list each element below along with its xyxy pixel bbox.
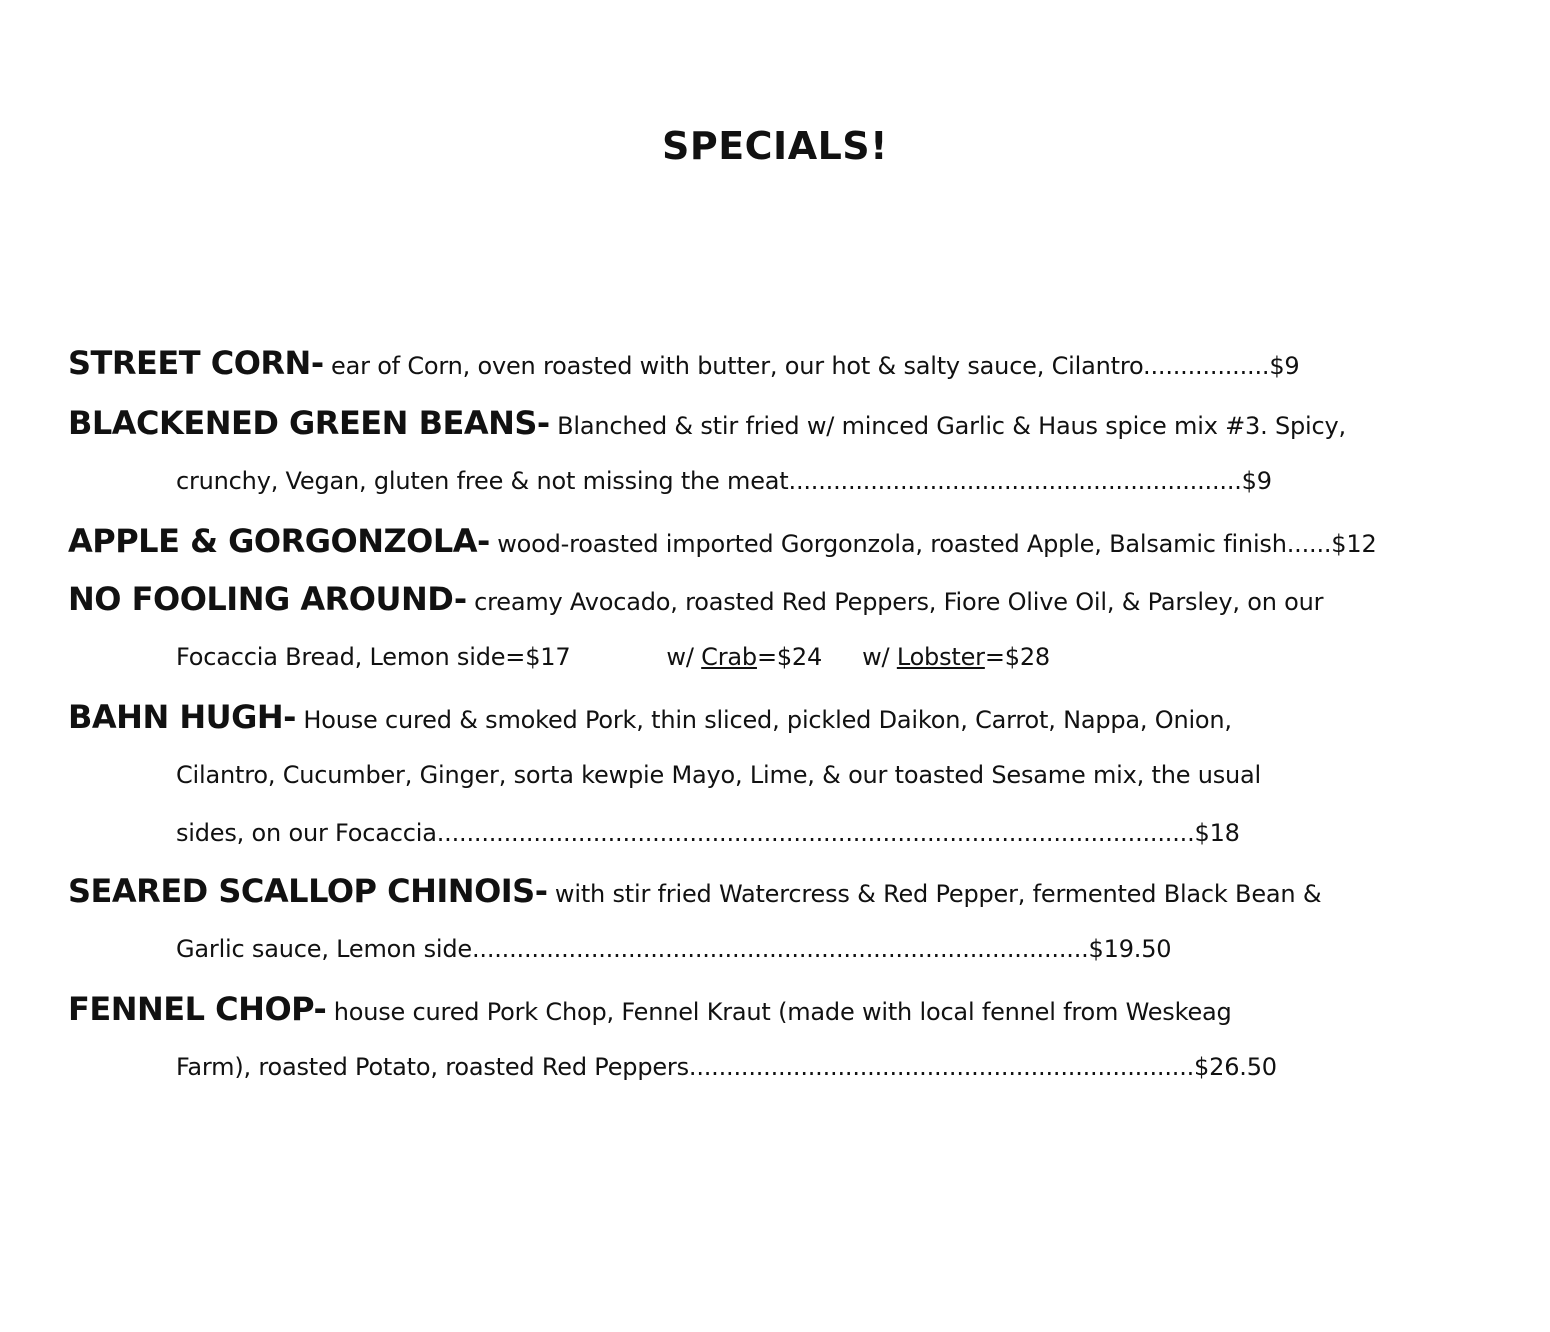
menu-item-street-corn [68, 338, 1468, 398]
lobster-option: Lobster [896, 643, 985, 671]
menu-item-bahn-hugh [68, 692, 1468, 866]
crab-option-price: =$24 [756, 643, 823, 671]
item-description-continued: Focaccia Bread, Lemon side=$17 [176, 643, 571, 671]
item-description: ear of Corn, oven roasted with butter, our hot & salty sauce, Cilantro.................$9 [323, 352, 1300, 380]
item-name: BAHN HUGH- [68, 698, 296, 736]
item-name: STREET CORN- [68, 344, 324, 382]
item-description: with stir fried Watercress & Red Pepper, fermented Black Bean & [547, 880, 1322, 908]
crab-option: Crab [701, 643, 757, 671]
item-name: SEARED SCALLOP CHINOIS- [68, 872, 548, 910]
item-description: House cured & smoked Pork, thin sliced, pickled Daikon, Carrot, Nappa, Onion, [295, 706, 1232, 734]
menu-item-seared-scallop-chinois [68, 866, 1468, 984]
item-name: BLACKENED GREEN BEANS- [68, 404, 550, 442]
item-description-continued: sides, on our Focaccia......................................................................................................$18 [176, 819, 1240, 847]
menu-item-no-fooling-around [68, 574, 1468, 692]
menu-item-blackened-green-beans [68, 398, 1468, 516]
menu-item-fennel-chop [68, 984, 1468, 1102]
item-description-continued: Garlic sauce, Lemon side...................................................................................$19.50 [176, 935, 1172, 963]
page-title: SPECIALS! [661, 124, 889, 168]
menu-item-apple-gorgonzola [68, 516, 1468, 574]
item-name: APPLE & GORGONZOLA- [68, 522, 490, 560]
item-name: FENNEL CHOP- [68, 990, 327, 1028]
item-description: Blanched & stir fried w/ minced Garlic & Haus spice mix #3. Spicy, [549, 412, 1346, 440]
lobster-option-prefix: w/ [862, 643, 897, 671]
lobster-option-price: =$28 [984, 643, 1050, 671]
specials-menu [68, 338, 1468, 1102]
item-description-continued: Farm), roasted Potato, roasted Red Peppers....................................................................$26.50 [176, 1053, 1277, 1081]
item-description: wood-roasted imported Gorgonzola, roasted Apple, Balsamic finish......$12 [489, 530, 1377, 558]
item-description-continued: crunchy, Vegan, gluten free & not missing the meat.............................................................$9 [176, 467, 1272, 495]
crab-option-prefix: w/ [666, 643, 702, 671]
item-description-continued: Cilantro, Cucumber, Ginger, sorta kewpie Mayo, Lime, & our toasted Sesame mix, the usual [176, 761, 1262, 789]
item-name: NO FOOLING AROUND- [68, 580, 467, 618]
item-description: creamy Avocado, roasted Red Peppers, Fiore Olive Oil, & Parsley, on our [466, 588, 1324, 616]
item-description: house cured Pork Chop, Fennel Kraut (made with local fennel from Weskeag [326, 998, 1232, 1026]
